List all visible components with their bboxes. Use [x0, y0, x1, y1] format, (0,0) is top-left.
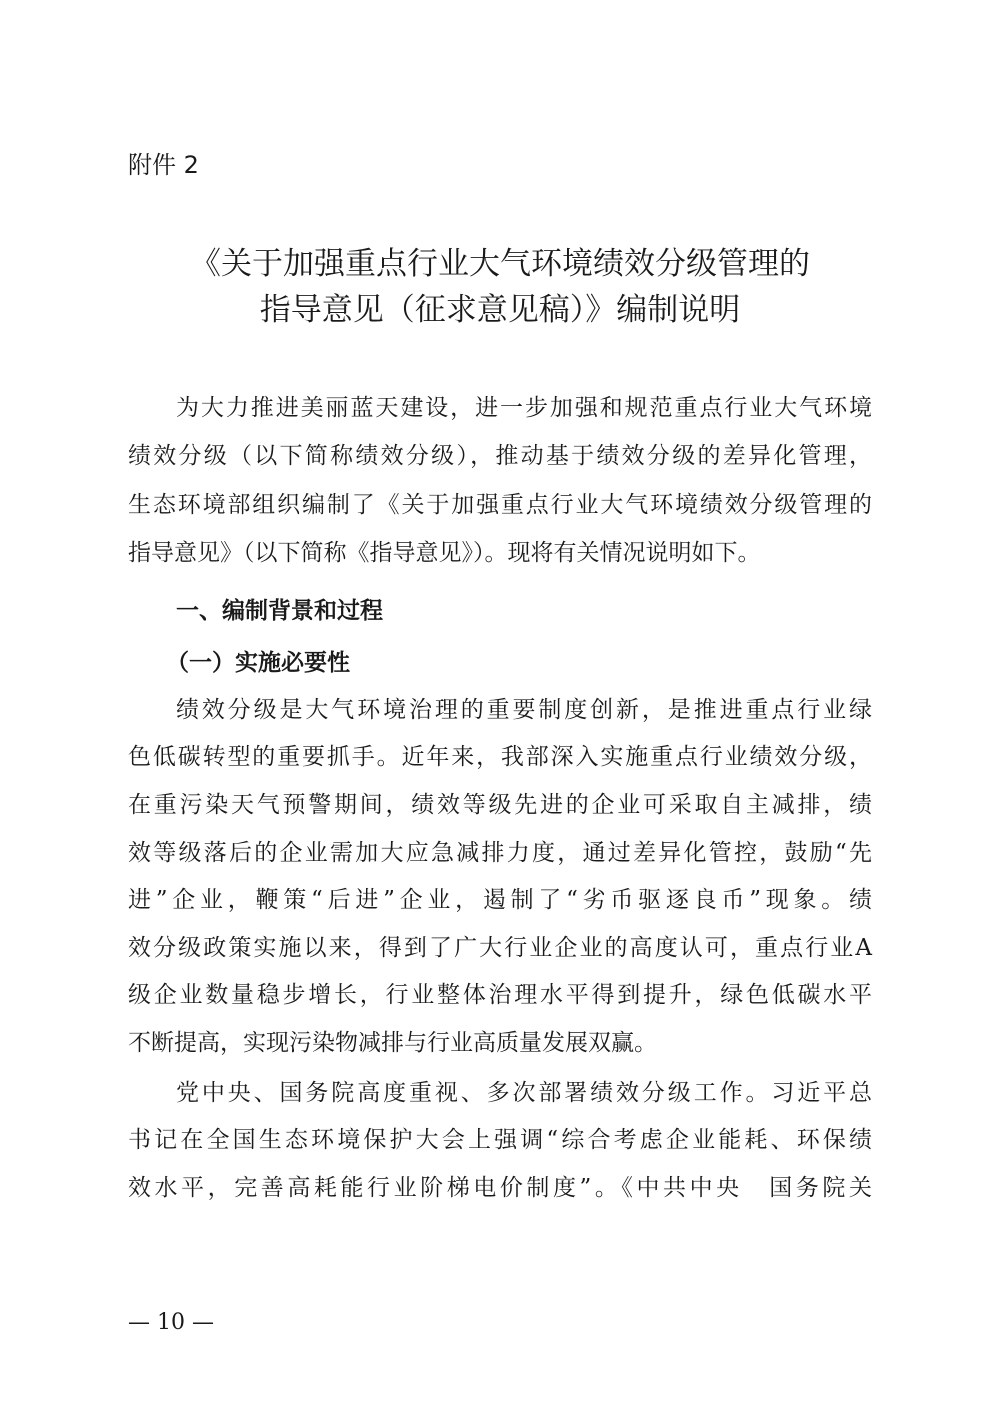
- paragraph-line: 进”企业，鞭策“后进”企业，遏制了“劣币驱逐良币”现象。绩: [128, 887, 872, 913]
- paragraph-line: 绩效分级是大气环境治理的重要制度创新，是推进重点行业绿: [176, 697, 872, 723]
- intro-line: 为大力推进美丽蓝天建设，进一步加强和规范重点行业大气环境: [176, 395, 872, 421]
- paragraph-line: 在重污染天气预警期间，绩效等级先进的企业可采取自主减排，绩: [128, 792, 872, 818]
- section-heading: 一、编制背景和过程: [176, 598, 383, 624]
- paragraph-line: 效水平，完善高耗能行业阶梯电价制度”。《中共中央 国务院关: [128, 1175, 872, 1201]
- intro-line: 绩效分级（以下简称绩效分级），推动基于绩效分级的差异化管理，: [128, 443, 872, 469]
- document-title-line-2: 指导意见（征求意见稿）》编制说明: [259, 292, 741, 328]
- document-title-line-1: 《关于加强重点行业大气环境绩效分级管理的: [190, 246, 810, 282]
- paragraph-line: 书记在全国生态环境保护大会上强调“综合考虑企业能耗、环保绩: [128, 1127, 872, 1153]
- intro-line: 指导意见》（以下简称《指导意见》）。现将有关情况说明如下。: [128, 540, 761, 566]
- page-number: — 10 —: [128, 1310, 214, 1335]
- intro-line: 生态环境部组织编制了《关于加强重点行业大气环境绩效分级管理的: [128, 492, 872, 518]
- paragraph-line: 级企业数量稳步增长，行业整体治理水平得到提升，绿色低碳水平: [128, 982, 872, 1008]
- paragraph-line: 色低碳转型的重要抓手。近年来，我部深入实施重点行业绩效分级，: [128, 744, 872, 770]
- attachment-label: 附件 2: [128, 151, 199, 179]
- subsection-heading: （一）实施必要性: [166, 649, 350, 676]
- paragraph-line: 不断提高，实现污染物减排与行业高质量发展双赢。: [128, 1030, 657, 1056]
- paragraph-line: 党中央、国务院高度重视、多次部署绩效分级工作。习近平总: [176, 1080, 872, 1106]
- paragraph-line: 效分级政策实施以来，得到了广大行业企业的高度认可，重点行业A: [128, 935, 872, 961]
- paragraph-line: 效等级落后的企业需加大应急减排力度，通过差异化管控，鼓励“先: [128, 840, 872, 866]
